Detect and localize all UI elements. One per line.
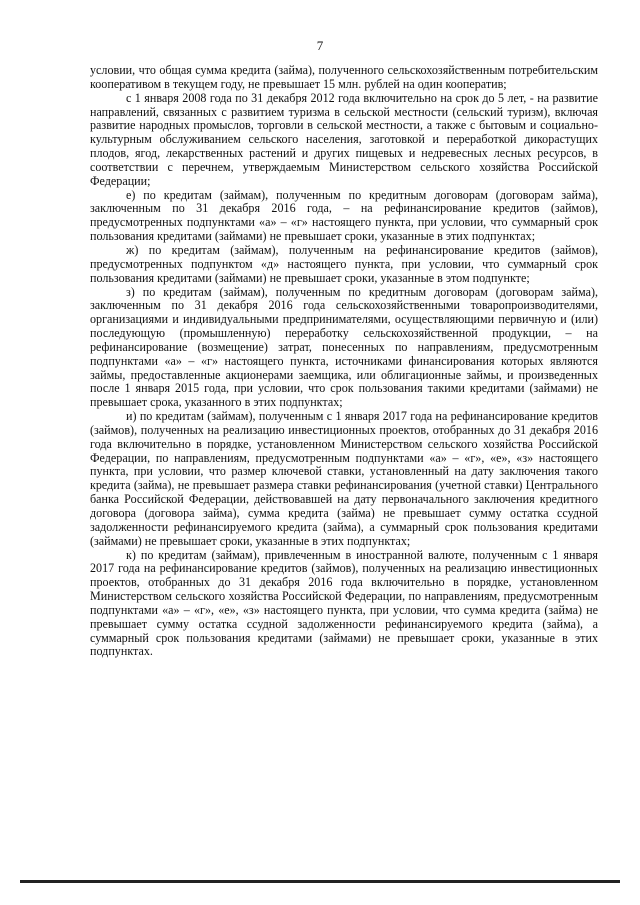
paragraph-rural-tourism: с 1 января 2008 года по 31 декабря 2012 года включительно на срок до 5 лет, - на развитие направлений, связанных с развитием туризма в сельской местности (сельский туризм), включая развитие народных промыслов, торговли в сельской местности, а также с бытовым и социально-культурным обслуживанием сельского населения, заготовкой и переработкой дикорастущих плодов, ягод, лекарственных растений и других пищевых и недревесных лесных ресурсов, в соответствии с перечнем, утверждаемым Министерством сельского хозяйства Российской Федерации; [90,90,598,188]
paragraph-subitem-z: з) по кредитам (займам), полученным по кредитным договорам (договорам займа), заключенным по 31 декабря 2016 года сельскохозяйственными товаропроизводителями, организациями и индивидуальными предпринимателями, осуществляющими первичную и (или) последующую (промышленную) переработку сельскохозяйственной продукции, – на рефинансирование (возмещение) затрат, понесенных по направлениям, предусмотренным подпунктами «а» – «г» настоящего пункта, источниками финансирования которых являются займы, предоставленные акционерами заемщика, или облигационные займы, и произведенных после 1 января 2015 года, при условии, что срок пользования такими кредитами (займами) не превышает срока, указанного в этих подпунктах; [90,284,598,410]
document-body [90,64,598,659]
paragraph-subitem-zh: ж) по кредитам (займам), полученным на рефинансирование кредитов (займов), предусмотренных подпунктом «д» настоящего пункта, при условии, что суммарный срок пользования кредитами (займами) не превышает сроки, указанные в этом подпункте; [90,242,598,285]
page-number: 7 [316,38,324,53]
paragraph-subitem-k: к) по кредитам (займам), привлеченным в иностранной валюте, полученным с 1 января 2017 года на рефинансирование кредитов (займов), полученных на реализацию инвестиционных проектов, отобранных до 31 декабря 2016 года включительно в порядке, установленном Министерством сельского хозяйства Российской Федерации, по направлениям, предусмотренным подпунктами «а» – «г», «е», «з» настоящего пункта, при условии, что сумма кредита (займа) не превышает сумму остатка ссудной задолженности рефинансируемого кредита (займа), а суммарный срок пользования кредитами (займами) не превышает сроки, указанные в этих подпунктах. [90,547,598,659]
paragraph-continuation: условии, что общая сумма кредита (займа), полученного сельскохозяйственным потребительским кооперативом в текущем году, не превышает 15 млн. рублей на один кооператив; [90,63,598,91]
paragraph-subitem-i: и) по кредитам (займам), полученным с 1 января 2017 года на рефинансирование кредитов (займов), полученных на реализацию инвестиционных проектов, отобранных до 31 декабря 2016 года включительно в порядке, установленном Министерством сельского хозяйства Российской Федерации, по направлениям, предусмотренным подпунктами «а» – «г», «е», «з» настоящего пункта, при условии, что размер ключевой ставки, установленный на дату заключения такого кредита (займа), не превышает размера ставки рефинансирования (учетной ставки) Центрального банка Российской Федерации, действовавшей на дату первоначального заключения кредитного договора (договора займа), сумма кредита (займа) не превышает сумму остатка ссудной задолженности рефинансируемого кредита (займа), а суммарный срок пользования кредитами (займами) не превышает сроки, указанные в этих подпунктах; [90,409,598,548]
bottom-scan-edge [20,880,620,883]
paragraph-subitem-e: е) по кредитам (займам), полученным по кредитным договорам (договорам займа), заключенным по 31 декабря 2016 года, – на рефинансирование кредитов (займов), предусмотренных подпунктами «а» – «г» настоящего пункта, при условии, что суммарный срок пользования кредитами (займами) не превышает сроки, указанные в этих подпунктах; [90,187,598,244]
